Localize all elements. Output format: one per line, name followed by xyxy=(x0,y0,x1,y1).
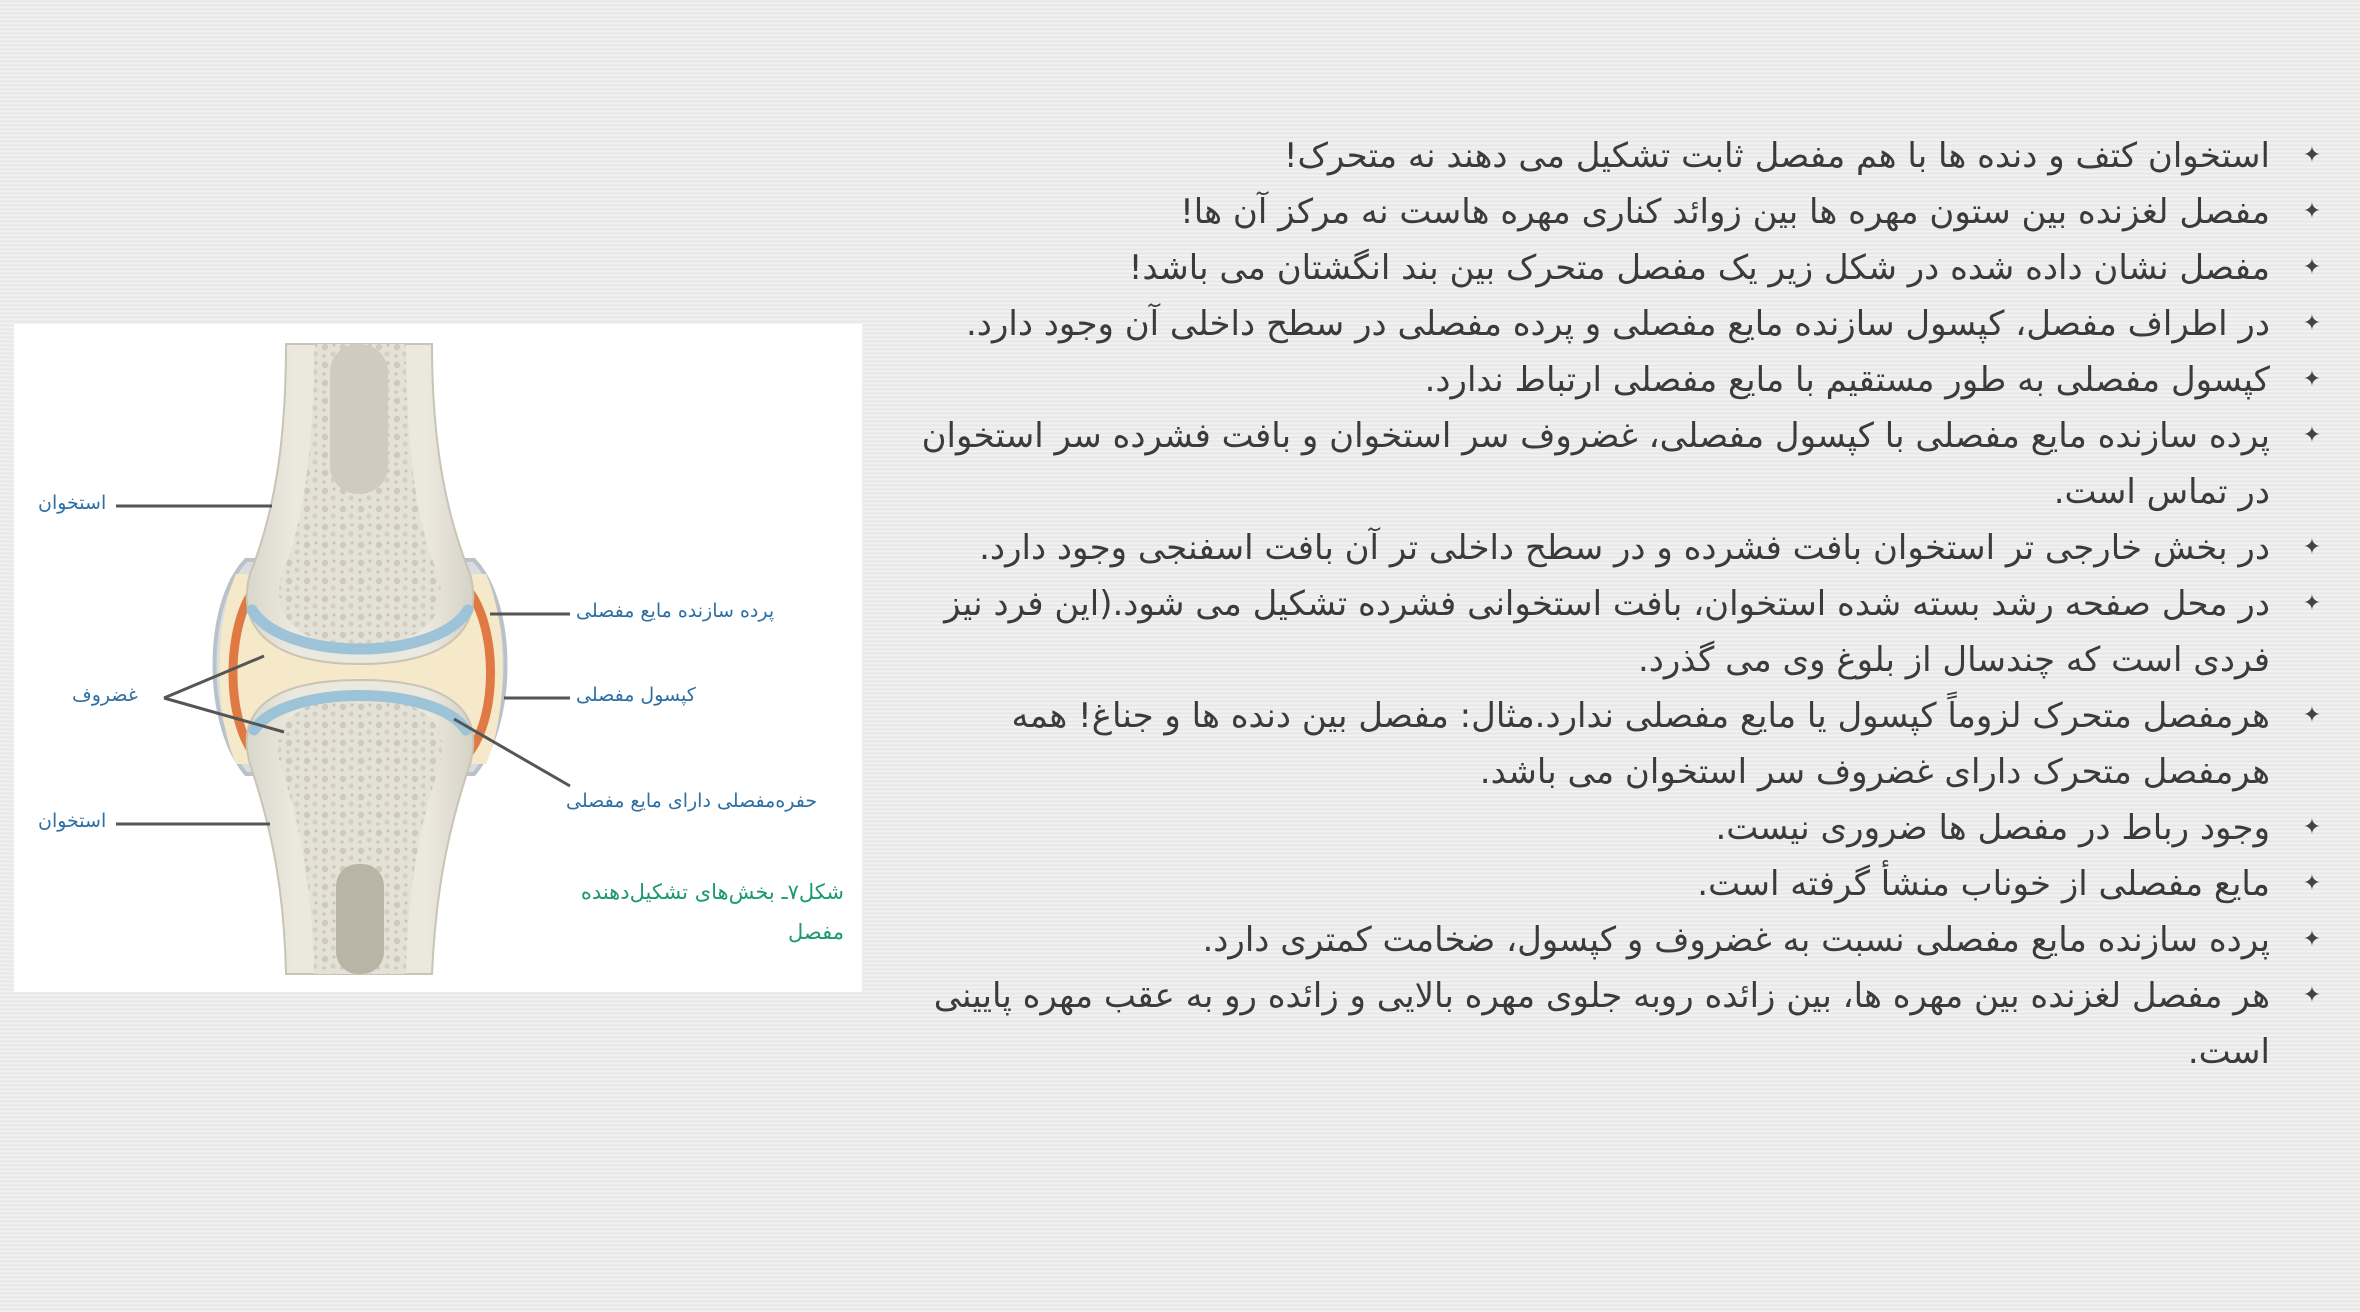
star-bullet-icon: ✦ xyxy=(2302,143,2322,168)
bullet-item xyxy=(880,240,2330,296)
bullet-item xyxy=(880,800,2330,856)
bullet-text: هر مفصل لغزنده بین مهره ها، بین زائده روبه جلوی مهره بالایی و زائده رو به عقب مهره پایینی است. xyxy=(933,976,2270,1072)
bullet-text: در بخش خارجی تر استخوان بافت فشرده و در سطح داخلی تر آن بافت اسفنجی وجود دارد. xyxy=(979,528,2270,568)
bullet-text: وجود رباط در مفصل ها ضروری نیست. xyxy=(1715,808,2270,848)
bullet-item xyxy=(880,408,2330,520)
star-bullet-icon: ✦ xyxy=(2302,535,2322,560)
bullet-item xyxy=(880,520,2330,576)
star-bullet-icon: ✦ xyxy=(2302,311,2322,336)
bullet-text: کپسول مفصلی به طور مستقیم با مایع مفصلی ارتباط ندارد. xyxy=(1424,360,2270,400)
star-bullet-icon: ✦ xyxy=(2302,927,2322,952)
lower-marrow-cavity xyxy=(336,864,384,974)
bullet-item xyxy=(880,296,2330,352)
bullet-text: مفصل لغزنده بین ستون مهره ها بین زوائد کناری مهره هاست نه مرکز آن ها! xyxy=(1180,192,2270,232)
label-bone-top: استخوان xyxy=(38,492,107,514)
star-bullet-icon: ✦ xyxy=(2302,423,2322,448)
bullet-item xyxy=(880,352,2330,408)
star-bullet-icon: ✦ xyxy=(2302,367,2322,392)
caption-line-1: شکل۷ـ بخش‌های تشکیل‌دهنده xyxy=(580,880,844,904)
upper-marrow-cavity xyxy=(330,344,388,494)
star-bullet-icon: ✦ xyxy=(2302,199,2322,224)
figure-caption xyxy=(544,872,844,952)
star-bullet-icon: ✦ xyxy=(2302,703,2322,728)
bullet-list xyxy=(880,128,2330,1080)
bullet-text: استخوان کتف و دنده ها با هم مفصل ثابت تشکیل می دهند نه متحرک! xyxy=(1283,136,2270,176)
bullet-item xyxy=(880,856,2330,912)
bullet-item xyxy=(880,576,2330,688)
star-bullet-icon: ✦ xyxy=(2302,591,2322,616)
bullet-item xyxy=(880,184,2330,240)
bullet-text: پرده سازنده مایع مفصلی با کپسول مفصلی، غضروف سر استخوان و بافت فشرده سر استخوان در تماس است. xyxy=(921,416,2270,512)
label-bone-bottom: استخوان xyxy=(38,810,107,832)
bullet-item xyxy=(880,688,2330,800)
bullet-text: پرده سازنده مایع مفصلی نسبت به غضروف و کپسول، ضخامت کمتری دارد. xyxy=(1202,920,2270,960)
star-bullet-icon: ✦ xyxy=(2302,815,2322,840)
label-capsule: کپسول مفصلی xyxy=(576,684,696,706)
bullet-item xyxy=(880,968,2330,1080)
bullet-item xyxy=(880,128,2330,184)
bullet-text: هرمفصل متحرک لزوماً کپسول یا مایع مفصلی ندارد.مثال: مفصل بین دنده ها و جناغ! همه هرمفصل متحرک دارای غضروف سر استخوان می باشد. xyxy=(1011,696,2270,792)
caption-line-2: مفصل xyxy=(788,920,844,944)
label-cavity: حفره‌مفصلی دارای مایع مفصلی xyxy=(566,790,818,812)
bullet-text: مایع مفصلی از خوناب منشأ گرفته است. xyxy=(1697,864,2270,904)
bullet-text: در محل صفحه رشد بسته شده استخوان، بافت استخوانی فشرده تشکیل می شود.(این فرد نیز فردی است که چندسال از بلوغ وی می گذرد. xyxy=(944,584,2270,680)
joint-figure xyxy=(14,324,862,992)
bullet-text: مفصل نشان داده شده در شکل زیر یک مفصل متحرک بین بند انگشتان می باشد! xyxy=(1128,248,2270,288)
star-bullet-icon: ✦ xyxy=(2302,983,2322,1008)
star-bullet-icon: ✦ xyxy=(2302,255,2322,280)
label-cartilage: غضروف xyxy=(72,684,138,706)
bullet-text: در اطراف مفصل، کپسول سازنده مایع مفصلی و پرده مفصلی در سطح داخلی آن وجود دارد. xyxy=(966,304,2270,344)
star-bullet-icon: ✦ xyxy=(2302,871,2322,896)
bullet-item xyxy=(880,912,2330,968)
label-synovial-membrane: پرده سازنده مایع مفصلی xyxy=(576,600,775,622)
